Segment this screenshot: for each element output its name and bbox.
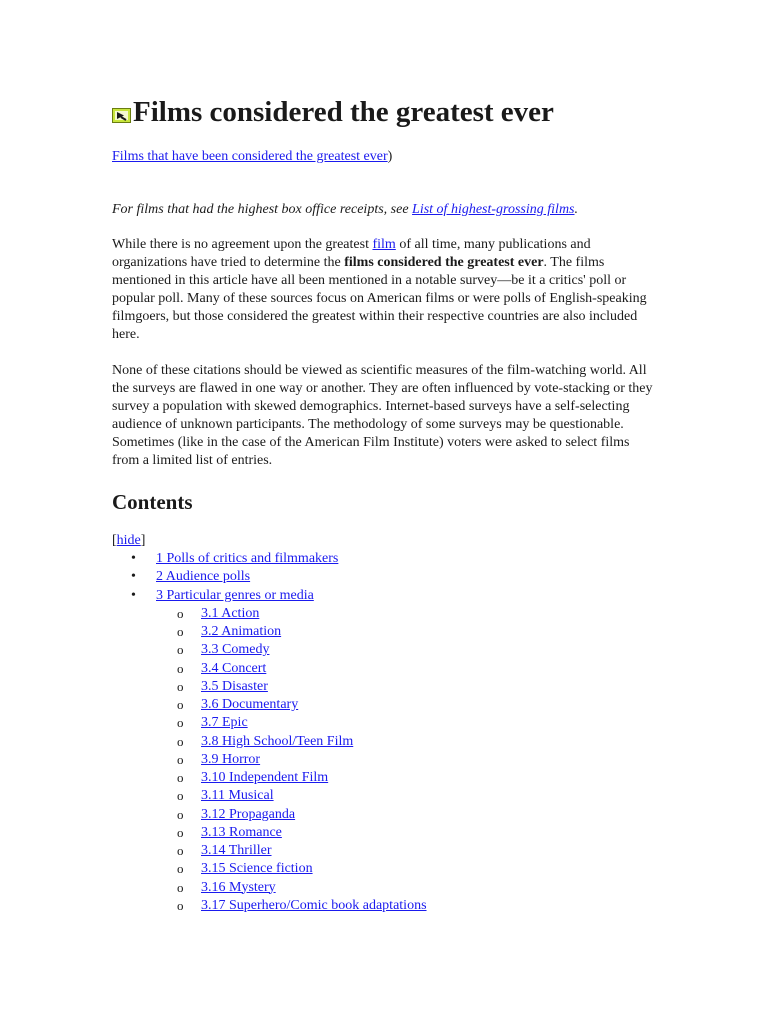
- intro-p1-bold: films considered the greatest ever: [344, 255, 544, 270]
- toc-link-3-8[interactable]: 3.8 High School/Teen Film: [201, 733, 354, 749]
- toc-link-3-7[interactable]: 3.7 Epic: [201, 715, 248, 731]
- toc-subitem: [156, 879, 427, 897]
- toc-subitem: [156, 806, 427, 824]
- toc-link-3-12[interactable]: 3.12 Propaganda: [201, 806, 296, 822]
- table-of-contents: [112, 550, 427, 915]
- toc-subitem: [156, 660, 427, 678]
- intro-p1-b: of all time, many publications and organizations have tried to determine the: [112, 237, 591, 270]
- toc-link-3-17[interactable]: 3.17 Superhero/Comic book adaptations: [201, 897, 427, 913]
- page-title: [112, 94, 554, 130]
- toc-link-3-4[interactable]: 3.4 Concert: [201, 660, 267, 676]
- toc-link-3-16[interactable]: 3.16 Mystery: [201, 879, 276, 895]
- toc-link-3-11[interactable]: 3.11 Musical: [201, 788, 274, 804]
- toc-sublist: [156, 605, 427, 915]
- toc-subitem: [156, 769, 427, 787]
- toc-subitem: [156, 824, 427, 842]
- toc-link-3-13[interactable]: 3.13 Romance: [201, 824, 282, 840]
- toc-link-3-1[interactable]: 3.1 Action: [201, 605, 260, 621]
- intro-paragraph-1: [112, 236, 657, 344]
- toc-link-3-6[interactable]: 3.6 Documentary: [201, 697, 299, 712]
- toc-link-3-14[interactable]: 3.14 Thriller: [201, 843, 272, 858]
- toc-item: [112, 550, 427, 568]
- redirect-arrow-icon: [112, 108, 131, 123]
- toc-subitem: [156, 696, 427, 714]
- toc-bracket-open: [: [112, 533, 117, 548]
- redirect-note: [112, 148, 657, 166]
- toc-link-3-3[interactable]: 3.3 Comedy: [201, 642, 270, 658]
- toc-subitem: [156, 733, 427, 751]
- toc-hide-toggle: [112, 532, 145, 550]
- hatnote-prefix: For films that had the highest box office receipts, see: [112, 202, 413, 217]
- toc-link-3-2[interactable]: 3.2 Animation: [201, 624, 282, 639]
- toc-subitem: [156, 623, 427, 641]
- toc-subitem: [156, 842, 427, 860]
- intro-p1-a: While there is no agreement upon the greatest: [112, 237, 373, 252]
- toc-link-3[interactable]: 3 Particular genres or media: [156, 587, 314, 603]
- redirect-suffix: ): [387, 149, 393, 164]
- highest-grossing-link[interactable]: List of highest-grossing films: [412, 202, 575, 217]
- toc-item: [112, 568, 427, 586]
- hatnote: [112, 201, 657, 219]
- toc-subitem: [156, 787, 427, 805]
- page-title-text: Films considered the greatest ever: [133, 96, 554, 128]
- toc-link-2[interactable]: 2 Audience polls: [156, 569, 251, 585]
- toc-subitem: [156, 605, 427, 623]
- toc-subitem: [156, 641, 427, 659]
- toc-link-3-9[interactable]: 3.9 Horror: [201, 751, 261, 767]
- toc-link-3-15[interactable]: 3.15 Science fiction: [201, 861, 313, 877]
- toc-bracket-close: ]: [140, 533, 146, 548]
- toc-link-1[interactable]: 1 Polls of critics and filmmakers: [156, 551, 339, 566]
- toc-link-3-10[interactable]: 3.10 Independent Film: [201, 770, 329, 785]
- intro-paragraph-2: None of these citations should be viewed as scientific measures of the film-watching world. All the surveys are flawed in one way or another. They are often influenced by vote-stacking or they survey a population with skewed demographics. Internet-based surveys have a self-selecting audience of unknown participants. The methodology of some surveys may be questionable. Sometimes (like in the case of the American Film Institute) voters were asked to select films from a limited list of entries.: [112, 363, 653, 468]
- toc-item: [112, 587, 427, 916]
- toc-subitem: [156, 678, 427, 696]
- intro-p1-c: . The films mentioned in this article have all been mentioned in a notable survey—be it a critics' poll or popular poll. Many of these sources focus on American films or were polls of English-speaking filmgoers, but those considered the greatest within their respective countries are also included here.: [112, 255, 647, 342]
- toc-subitem: [156, 897, 427, 915]
- toc-subitem: [156, 751, 427, 769]
- toc-link-3-5[interactable]: 3.5 Disaster: [201, 678, 268, 694]
- toc-subitem: [156, 860, 427, 878]
- hide-link[interactable]: hide: [116, 533, 141, 548]
- hatnote-suffix: .: [574, 202, 578, 217]
- redirect-link[interactable]: Films that have been considered the greatest ever: [112, 149, 388, 164]
- toc-subitem: [156, 714, 427, 732]
- film-link[interactable]: film: [372, 237, 396, 252]
- contents-heading: Contents: [112, 490, 193, 514]
